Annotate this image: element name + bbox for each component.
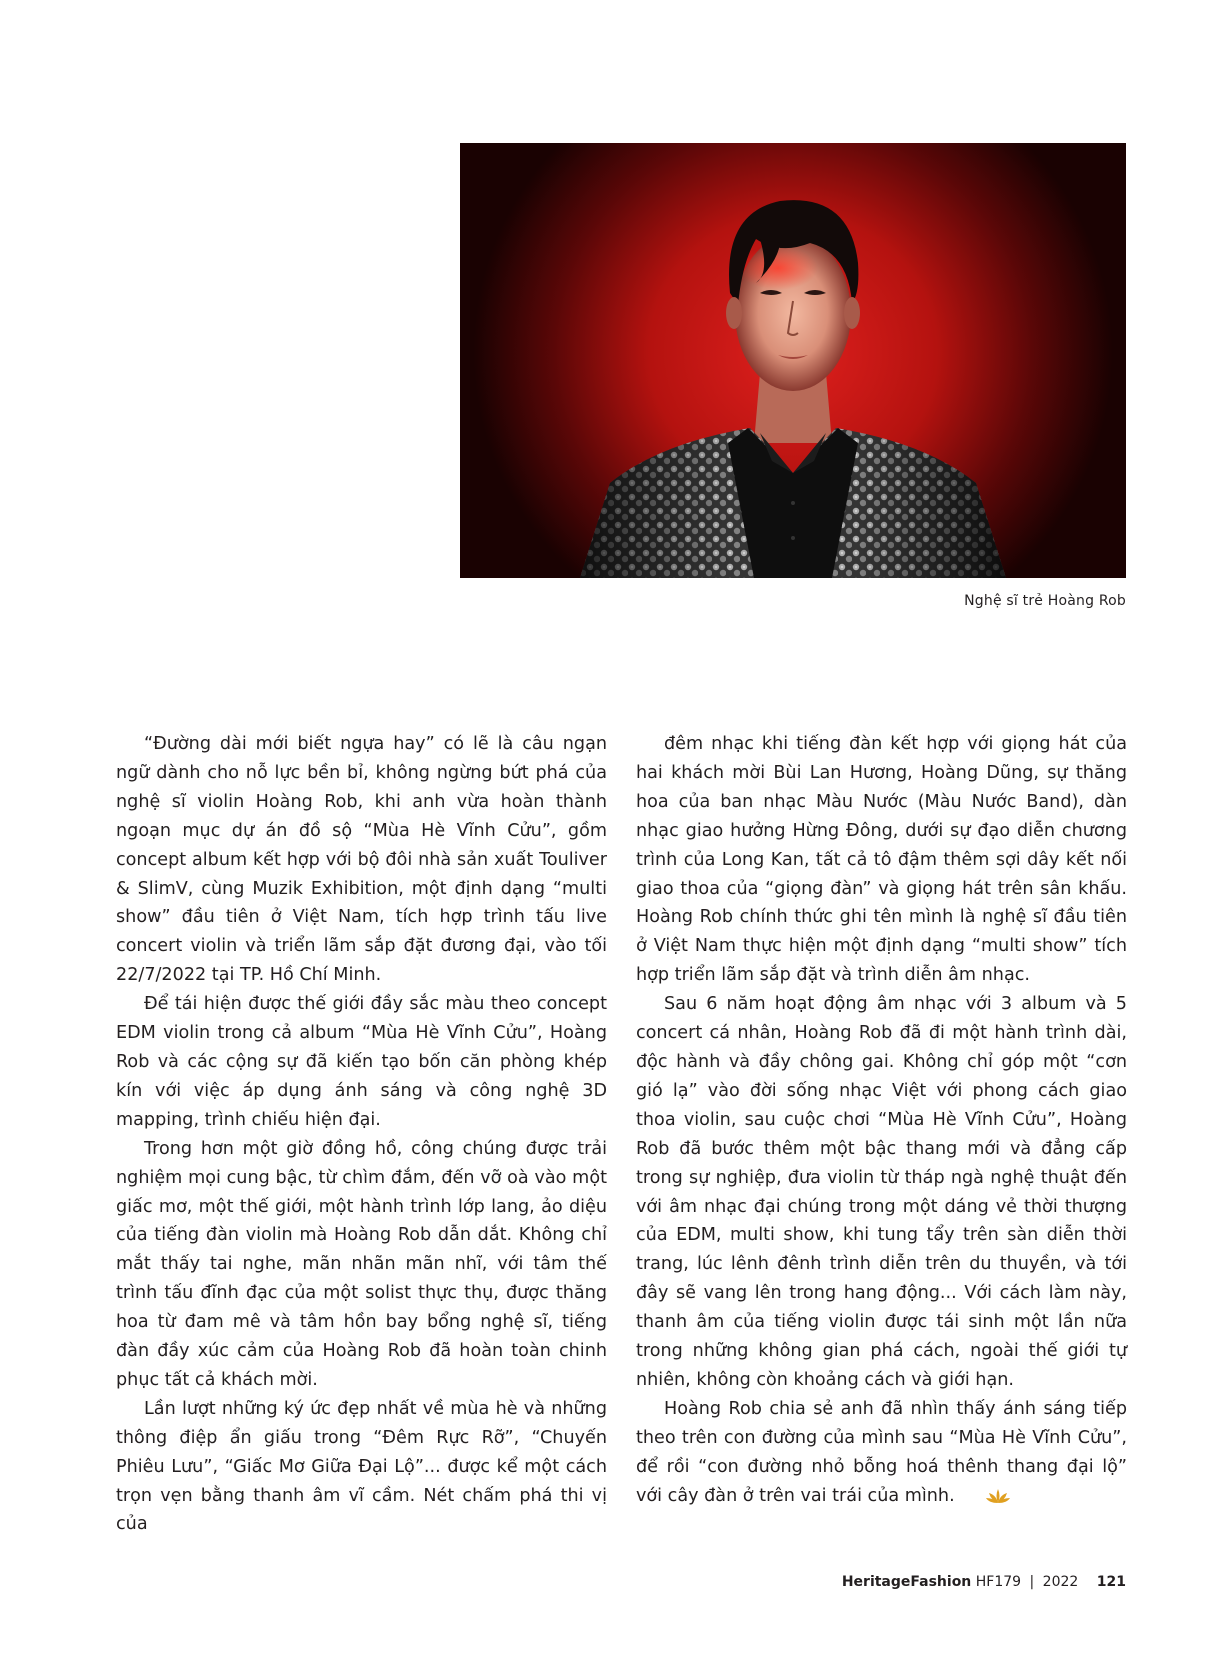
footer-issue: HF179 [975,1574,1022,1590]
page-footer [842,1574,1126,1590]
paragraph: “Đường dài mới biết ngựa hay” có lẽ là câu ngạn ngữ dành cho nỗ lực bền bỉ, không ngừng bứt phá của nghệ sĩ violin Hoàng Rob, khi anh vừa hoàn thành ngoạn mục dự án đồ sộ “Mùa Hè Vĩnh Cửu”, gồm concept album kết hợp với bộ đôi nhà sản xuất Touliver & SlimV, cùng Muzik Exhibition, một định dạng “multi show” đầu tiên ở Việt Nam, tích hợp trình tấu live concert violin và triển lãm sắp đặt đương đại, vào tối 22/7/2022 tại TP. Hồ Chí Minh. [116,734,607,986]
article-column-left [116,730,607,1539]
footer-year: 2022 [1042,1574,1079,1590]
paragraph: đêm nhạc khi tiếng đàn kết hợp với giọng hát của hai khách mời Bùi Lan Hương, Hoàng Dũng, sự thăng hoa của ban nhạc Màu Nước (Màu Nước Band), dàn nhạc giao hưởng Hừng Đông, dưới sự đạo diễn chương trình của Long Kan, tất cả tô đậm thêm sợi dây kết nối giao thoa của “giọng đàn” và giọng hát trên sân khấu. Hoàng Rob chính thức ghi tên mình là nghệ sĩ đầu tiên ở Việt Nam thực hiện một định dạng “multi show” tích hợp triển lãm sắp đặt và trình diễn âm nhạc. [636,734,1127,986]
page-number: 121 [1096,1574,1126,1590]
footer-brand: HeritageFashion [841,1574,972,1590]
photo-caption: Nghệ sĩ trẻ Hoàng Rob [964,593,1126,609]
portrait-photo [460,143,1126,578]
paragraph: Lần lượt những ký ức đẹp nhất về mùa hè và những thông điệp ẩn giấu trong “Đêm Rực Rỡ”, “Chuyến Phiêu Lưu”, “Giấc Mơ Giữa Đại Lộ”... được kể một cách trọn vẹn bằng thanh âm vĩ cầm. Nét chấm phá thi vị của [116,1398,607,1535]
paragraph: Sau 6 năm hoạt động âm nhạc với 3 album và 5 concert cá nhân, Hoàng Rob đã đi một hành trình dài, độc hành và đầy chông gai. Không chỉ góp một “cơn gió lạ” vào đời sống nhạc Việt với phong cách giao thoa violin, sau cuộc chơi “Mùa Hè Vĩnh Cửu”, Hoàng Rob đã bước thêm một bậc thang mới và đẳng cấp trong sự nghiệp, đưa violin từ tháp ngà nghệ thuật đến với âm nhạc đại chúng trong một dáng vẻ thời thượng của EDM, multi show, khi tung tẩy trên sàn diễn thời trang, lúc lênh đênh trình diễn trên du thuyền, và tới đây sẽ vang lên trong hang động... Với cách làm này, thanh âm của tiếng violin được tái sinh một lần nữa trong những không gian phá cách, ngoài thế giới tự nhiên, không còn khoảng cách và giới hạn. [636,994,1127,1390]
footer-separator: | [1029,1574,1035,1590]
paragraph-final [636,1395,1127,1514]
lotus-icon [957,1485,1011,1514]
paragraph: Trong hơn một giờ đồng hồ, công chúng được trải nghiệm mọi cung bậc, từ chìm đắm, đến vỡ oà vào một giấc mơ, một thế giới, một hành trình lớp lang, ảo diệu của tiếng đàn violin mà Hoàng Rob dẫn dắt. Không chỉ mắt thấy tai nghe, mãn nhãn mãn nhĩ, với tâm thế trình tấu đĩnh đạc của một solist thực thụ, được thăng hoa từ đam mê và tâm hồn bay bổng nghệ sĩ, tiếng đàn đầy xúc cảm của Hoàng Rob đã hoàn toàn chinh phục tất cả khách mời. [116,1138,607,1390]
article-column-right [636,730,1127,1513]
paragraph: Để tái hiện được thế giới đầy sắc màu theo concept EDM violin trong cả album “Mùa Hè Vĩnh Cửu”, Hoàng Rob và các cộng sự đã kiến tạo bốn căn phòng khép kín với việc áp dụng ánh sáng và công nghệ 3D mapping, trình chiếu hiện đại. [116,994,607,1130]
paragraph-text: Hoàng Rob chia sẻ anh đã nhìn thấy ánh sáng tiếp theo trên con đường của mình sau “Mùa Hè Vĩnh Cửu”, để rồi “con đường nhỏ bỗng hoá thênh thang đại lộ” với cây đàn ở trên vai trái của mình. [636,1398,1127,1506]
